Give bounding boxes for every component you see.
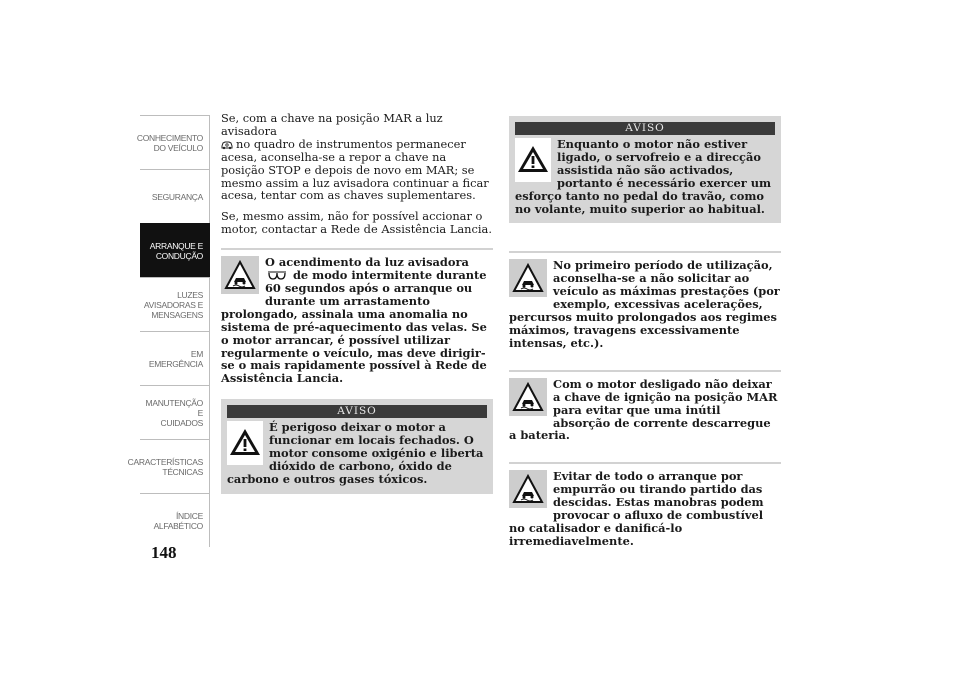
sidebar-item-caracteristicas[interactable]: [127, 439, 210, 493]
sidebar-item-seguranca[interactable]: [140, 169, 210, 223]
paragraph-text: Se, com a chave na posição MAR a luz avisadora: [221, 111, 443, 138]
car-skid-note-icon: [509, 470, 547, 508]
sidebar-item-indice[interactable]: [140, 493, 210, 547]
paragraph-text: no quadro de instrumentos permanecer acesa, aconselha-se a repor a chave na posição STOP e depois de novo em MAR; se mesmo assim a luz avisadora continuar a ficar acesa, tentar com as chaves suplementares.: [221, 136, 489, 203]
paragraph-assistance: Se, mesmo assim, não for possível accionar o motor, contactar a Rede de Assistência Lancia.: [221, 209, 492, 237]
car-skid-note-icon: [509, 378, 547, 416]
sidebar-item-label: MANUTENÇÃO E CUIDADOS: [145, 397, 203, 428]
note-text: Evitar de todo o arranque por empurrão ou tirando partido das descidas. Estas manobras podem provocar o afluxo de combustível no catalisador e danificá-lo irremediavelmente.: [509, 469, 764, 548]
warning-text: É perigoso deixar o motor a funcionar em locais fechados. O motor consome oxigénio e liberta dióxido de carbono, óxido de carbono e outros gases tóxicos.: [227, 420, 484, 486]
note-text: de modo intermitente durante 60 segundos após o arranque ou durante um arrastamento prolongado, assinala uma anomalia no sistema de pré-aquecimento das velas. Se o motor arrancar, é possível utilizar regularmente o veículo, mas deve dirigir-se o mais rapidamente possível à Rede de Assistência Lancia.: [221, 268, 487, 386]
note-push-start: [509, 462, 781, 547]
warning-heading: AVISO: [515, 122, 775, 135]
sidebar-item-label: SEGURANÇA: [151, 191, 203, 202]
sidebar-item-label: EM EMERGÊNCIA: [148, 348, 203, 369]
paragraph-immobilizer: [221, 112, 493, 202]
warning-triangle-icon: [515, 138, 551, 182]
right-column: [509, 116, 781, 548]
note-ignition-key: [509, 370, 781, 443]
page-number: 148: [151, 543, 177, 562]
warning-box-exhaust: [221, 399, 493, 494]
chapter-sidebar: [127, 115, 210, 547]
sidebar-item-conhecimento[interactable]: [136, 115, 210, 169]
sidebar-item-label: ARRANQUE E CONDUÇÃO: [149, 240, 203, 261]
warning-box-servo: [509, 116, 781, 223]
sidebar-item-label: ÍNDICE ALFABÉTICO: [153, 510, 203, 531]
note-glow-plug: [221, 248, 493, 385]
note-first-use: [509, 251, 781, 349]
immobilizer-car-icon: [221, 140, 233, 150]
warning-triangle-icon: [227, 421, 263, 465]
note-text: Com o motor desligado não deixar a chave de ignição na posição MAR para evitar que uma inútil absorção de corrente descarregue a bateria.: [509, 376, 778, 443]
note-text: O acendimento da luz avisadora: [265, 255, 469, 270]
warning-heading: AVISO: [227, 405, 487, 418]
note-text: No primeiro período de utilização, aconselha-se a não solicitar ao veículo as máximas prestações (por exemplo, excessivas acelerações, percursos muito prolongados aos regimes máximos, travagens excessivamente intensas, etc.).: [509, 258, 780, 350]
car-skid-note-icon: [221, 256, 259, 294]
sidebar-item-luzes[interactable]: [140, 277, 210, 331]
warning-text: Enquanto o motor não estiver ligado, o servofreio e a direcção assistida não são activados, portanto é necessário exercer um esforço tanto no pedal do travão, como no volante, muito superior ao habitual.: [515, 137, 772, 216]
sidebar-item-arranque[interactable]: [140, 223, 210, 277]
sidebar-item-manutencao[interactable]: [140, 385, 210, 439]
glow-plug-icon: [267, 271, 287, 281]
left-column: [221, 112, 493, 494]
car-skid-note-icon: [509, 259, 547, 297]
sidebar-item-label: LUZES AVISADORAS E MENSAGENS: [143, 289, 203, 320]
sidebar-item-emergencia[interactable]: [140, 331, 210, 385]
sidebar-item-label: CARACTERÍSTICAS TÉCNICAS: [127, 456, 203, 477]
sidebar-item-label: CONHECIMENTO DO VEÍCULO: [136, 132, 203, 153]
